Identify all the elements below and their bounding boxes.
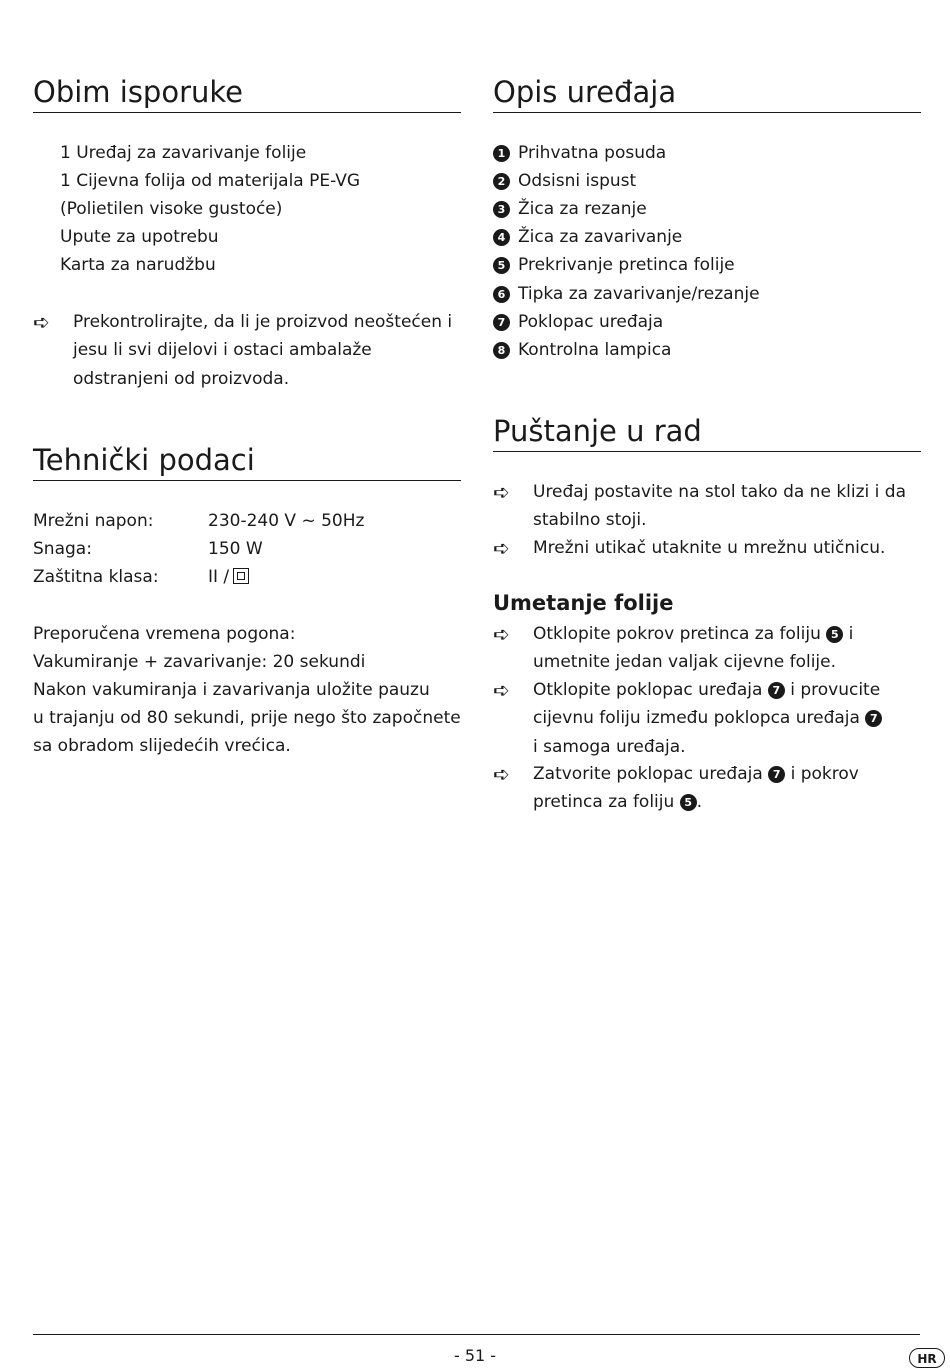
arrow-right-icon: ➪ xyxy=(493,762,510,786)
arrow-right-icon: ➪ xyxy=(493,622,510,646)
insert-step-text xyxy=(533,676,921,761)
number-7-icon: 7 xyxy=(768,682,785,699)
operation-text: Preporučena vremena pogona: xyxy=(33,624,296,644)
description-item xyxy=(493,251,735,279)
start-step xyxy=(493,534,921,564)
start-step xyxy=(493,478,921,536)
insert-step xyxy=(493,760,921,818)
operation-text: Nakon vakumiranja i zavarivanja uložite pauzu xyxy=(33,680,430,700)
insert-step-part: i provucite cijevnu foliju između poklopca uređaja xyxy=(533,680,881,729)
insert-step xyxy=(493,676,921,762)
number-4-icon: 4 xyxy=(493,229,510,246)
scope-item: 1 Cijevna folija od materijala PE-VG xyxy=(60,171,361,191)
number-5-icon: 5 xyxy=(680,794,697,811)
insert-step-part: . xyxy=(696,792,703,813)
number-5-icon: 5 xyxy=(826,626,843,643)
description-item xyxy=(493,139,666,167)
page-number: - 51 - xyxy=(453,1346,497,1365)
description-item xyxy=(493,167,636,195)
scope-item: 1 Uređaj za zavarivanje folije xyxy=(60,143,307,163)
arrow-right-icon: ➪ xyxy=(493,678,510,702)
insert-step-part: Otklopite poklopac uređaja xyxy=(533,680,763,700)
insert-step-text xyxy=(533,760,921,817)
insert-step-part: i samoga uređaja. xyxy=(533,736,686,757)
insert-foil-heading: Umetanje folije xyxy=(493,591,674,615)
tech-row xyxy=(33,563,249,591)
arrow-right-icon: ➪ xyxy=(493,536,510,560)
tech-label: Zaštitna klasa: xyxy=(33,567,159,587)
tech-value: 230-240 V ~ 50Hz xyxy=(208,511,365,531)
number-6-icon: 6 xyxy=(493,286,510,303)
protection-class-ii-icon xyxy=(233,568,249,584)
tech-value: 150 W xyxy=(208,539,263,559)
scope-item: Upute za upotrebu xyxy=(60,227,219,247)
language-badge: HR xyxy=(909,1348,945,1368)
insert-step-part: i pokrov pretinca za foliju xyxy=(533,764,859,813)
description-label: Prekrivanje pretinca folije xyxy=(518,255,735,275)
number-7-icon: 7 xyxy=(768,766,785,783)
start-step-text: Uređaj postavite na stol tako da ne klizi i da stabilno stoji. xyxy=(533,482,906,531)
operation-text: u trajanju od 80 sekundi, prije nego što započnete xyxy=(33,708,461,728)
description-label: Odsisni ispust xyxy=(518,171,637,191)
number-8-icon: 8 xyxy=(493,342,510,359)
technical-data-heading: Tehnički podaci xyxy=(33,442,461,481)
description-label: Žica za zavarivanje xyxy=(518,227,683,247)
scope-item: Karta za narudžbu xyxy=(60,255,216,275)
description-label: Žica za rezanje xyxy=(518,199,647,219)
arrow-right-icon: ➪ xyxy=(493,480,510,504)
number-7-icon: 7 xyxy=(865,710,882,727)
footer-divider xyxy=(33,1334,920,1335)
description-label: Kontrolna lampica xyxy=(518,340,672,360)
insert-step-part: i umetnite jedan valjak cijevne folije. xyxy=(533,624,854,673)
insert-step-part: Otklopite pokrov pretinca za foliju xyxy=(533,624,821,644)
description-label: Poklopac uređaja xyxy=(518,312,664,332)
insert-step-part: Zatvorite poklopac uređaja xyxy=(533,764,763,784)
insert-step-text xyxy=(533,620,921,677)
scope-note-text: Prekontrolirajte, da li je proizvod neoštećen i jesu li svi dijelovi i ostaci ambalaže odstranjeni od proizvoda. xyxy=(73,312,453,389)
operation-text: Vakumiranje + zavarivanje: 20 sekundi xyxy=(33,652,366,672)
number-5-icon: 5 xyxy=(493,257,510,274)
scope-note xyxy=(33,308,461,398)
tech-value: II / xyxy=(208,567,230,587)
description-item xyxy=(493,308,663,336)
description-item xyxy=(493,280,760,308)
number-3-icon: 3 xyxy=(493,201,510,218)
description-label: Prihvatna posuda xyxy=(518,143,667,163)
tech-row xyxy=(33,507,364,535)
tech-label: Snaga: xyxy=(33,539,92,559)
arrow-right-icon: ➪ xyxy=(33,310,50,334)
start-step-text: Mrežni utikač utaknite u mrežnu utičnicu. xyxy=(533,538,886,558)
insert-step xyxy=(493,620,921,678)
number-7-icon: 7 xyxy=(493,314,510,331)
description-item xyxy=(493,223,682,251)
tech-row xyxy=(33,535,263,563)
device-description-heading: Opis uređaja xyxy=(493,74,921,113)
number-2-icon: 2 xyxy=(493,173,510,190)
operation-text: sa obradom slijedećih vrećica. xyxy=(33,736,291,756)
scope-item: (Polietilen visoke gustoće) xyxy=(60,199,283,219)
tech-label: Mrežni napon: xyxy=(33,511,154,531)
description-label: Tipka za zavarivanje/rezanje xyxy=(518,284,760,304)
description-item xyxy=(493,336,671,364)
number-1-icon: 1 xyxy=(493,145,510,162)
scope-of-delivery-heading: Obim isporuke xyxy=(33,74,461,113)
start-up-heading: Puštanje u rad xyxy=(493,413,921,452)
description-item xyxy=(493,195,647,223)
